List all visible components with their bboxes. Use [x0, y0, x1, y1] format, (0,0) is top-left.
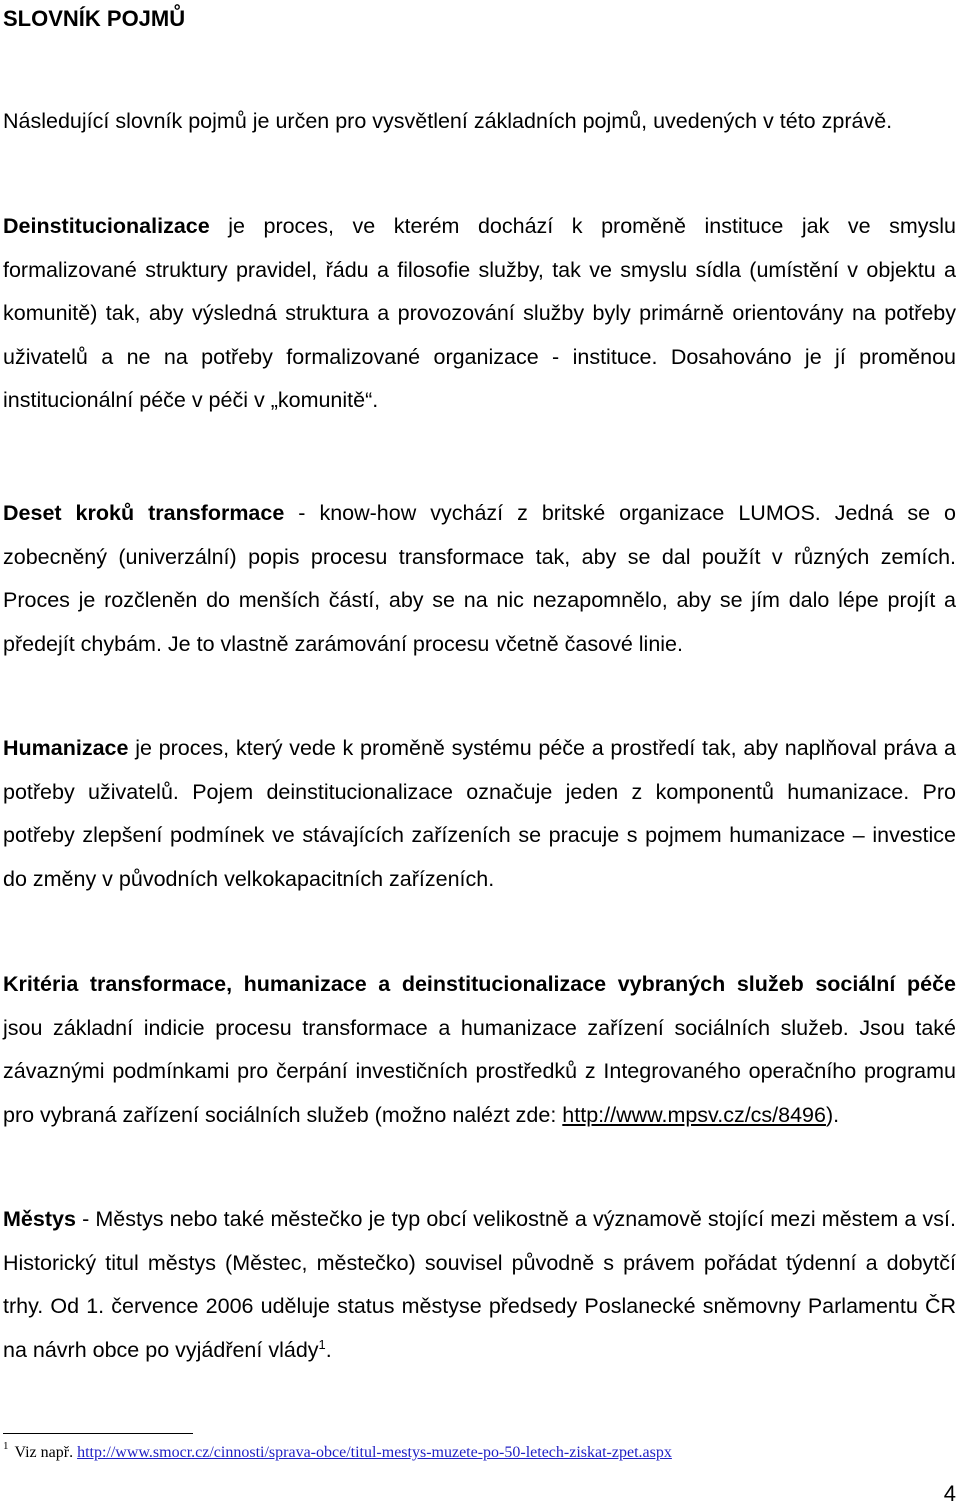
term-definition: - know-how vychází z britské organizace LUMOS. Jedná se o zobecněný (univerzální) popis procesu transformace tak, aby se dal použít v různých zemích. Proces je rozčleněn do menších částí, aby se na nic nezapomnělo, aby se jím dalo lépe projít a předejít chybám. Je to vlastně zarámování procesu včetně časové linie.: [3, 501, 956, 656]
term-definition: je proces, ve kterém dochází k proměně instituce jak ve smyslu formalizované struktury pravidel, řádu a filosofie služby, tak ve smyslu sídla (umístění v objektu a komunitě) tak, aby výsledná struktura a provozování služby byly primárně orientovány na potřeby uživatelů a ne na potřeby formalizované organizace - instituce. Dosahováno je jí proměnou institucionální péče v péči v „komunitě“.: [3, 214, 956, 413]
footnote-separator: [3, 1433, 193, 1434]
term-label: Deset kroků transformace: [3, 501, 285, 525]
term-label: Deinstitucionalizace: [3, 214, 210, 238]
footnote-prefix: Viz např.: [14, 1444, 78, 1461]
term-label: Humanizace: [3, 736, 129, 760]
term-definition-end: ).: [825, 1102, 840, 1127]
glossary-entry-kriteria: [3, 963, 956, 1137]
glossary-entry-mestys: [3, 1198, 956, 1372]
mpsv-link[interactable]: http://www.mpsv.cz/cs/8496: [562, 1102, 826, 1127]
footnote-link[interactable]: http://www.smocr.cz/cinnosti/sprava-obce/titul-mestys-muzete-po-50-letech-ziskat-zpet.aspx: [77, 1444, 672, 1461]
term-label: Kritéria transformace, humanizace a deinstitucionalizace vybraných služeb sociální péče: [3, 972, 956, 996]
term-label: Městys: [3, 1207, 76, 1231]
term-definition: je proces, který vede k proměně systému péče a prostředí tak, aby naplňoval práva a potřeby uživatelů. Pojem deinstitucionalizace označuje jeden z komponentů humanizace. Pro potřeby zlepšení podmínek ve stávajících zařízeních se pracuje s pojmem humanizace – investice do změny v původních velkokapacitních zařízeních.: [3, 736, 956, 891]
intro-paragraph: Následující slovník pojmů je určen pro vysvětlení základních pojmů, uvedených v této zprávě.: [3, 109, 893, 133]
term-definition: jsou základní indicie procesu transformace a humanizace zařízení sociálních služeb. Jsou také závaznými podmínkami pro čerpání investičních prostředků z Integrovaného operačního programu pro vybraná zařízení sociálních služeb (možno nalézt zde:: [3, 1015, 956, 1127]
glossary-entry-deinstitucionalizace: [3, 205, 956, 423]
glossary-entry-deset-kroku: [3, 492, 956, 666]
term-definition: - Městys nebo také městečko je typ obcí velikostně a významově stojící mezi městem a vsí. Historický titul městys (Městec, městečko) souvisel původně s právem pořádat týdenní a dobytčí trhy. Od 1. července 2006 uděluje status městyse předsedy Poslanecké sněmovny Parlamentu ČR na návrh obce po vyjádření vlády: [3, 1207, 956, 1362]
term-definition-end: .: [325, 1337, 332, 1362]
footnote-reference[interactable]: 1: [318, 1336, 326, 1352]
footnote: [3, 1437, 672, 1470]
glossary-entry-humanizace: [3, 727, 956, 901]
footnote-number: 1: [3, 1440, 9, 1452]
page-number: 4: [943, 1481, 956, 1506]
page-title: SLOVNÍK POJMŮ: [3, 6, 186, 31]
